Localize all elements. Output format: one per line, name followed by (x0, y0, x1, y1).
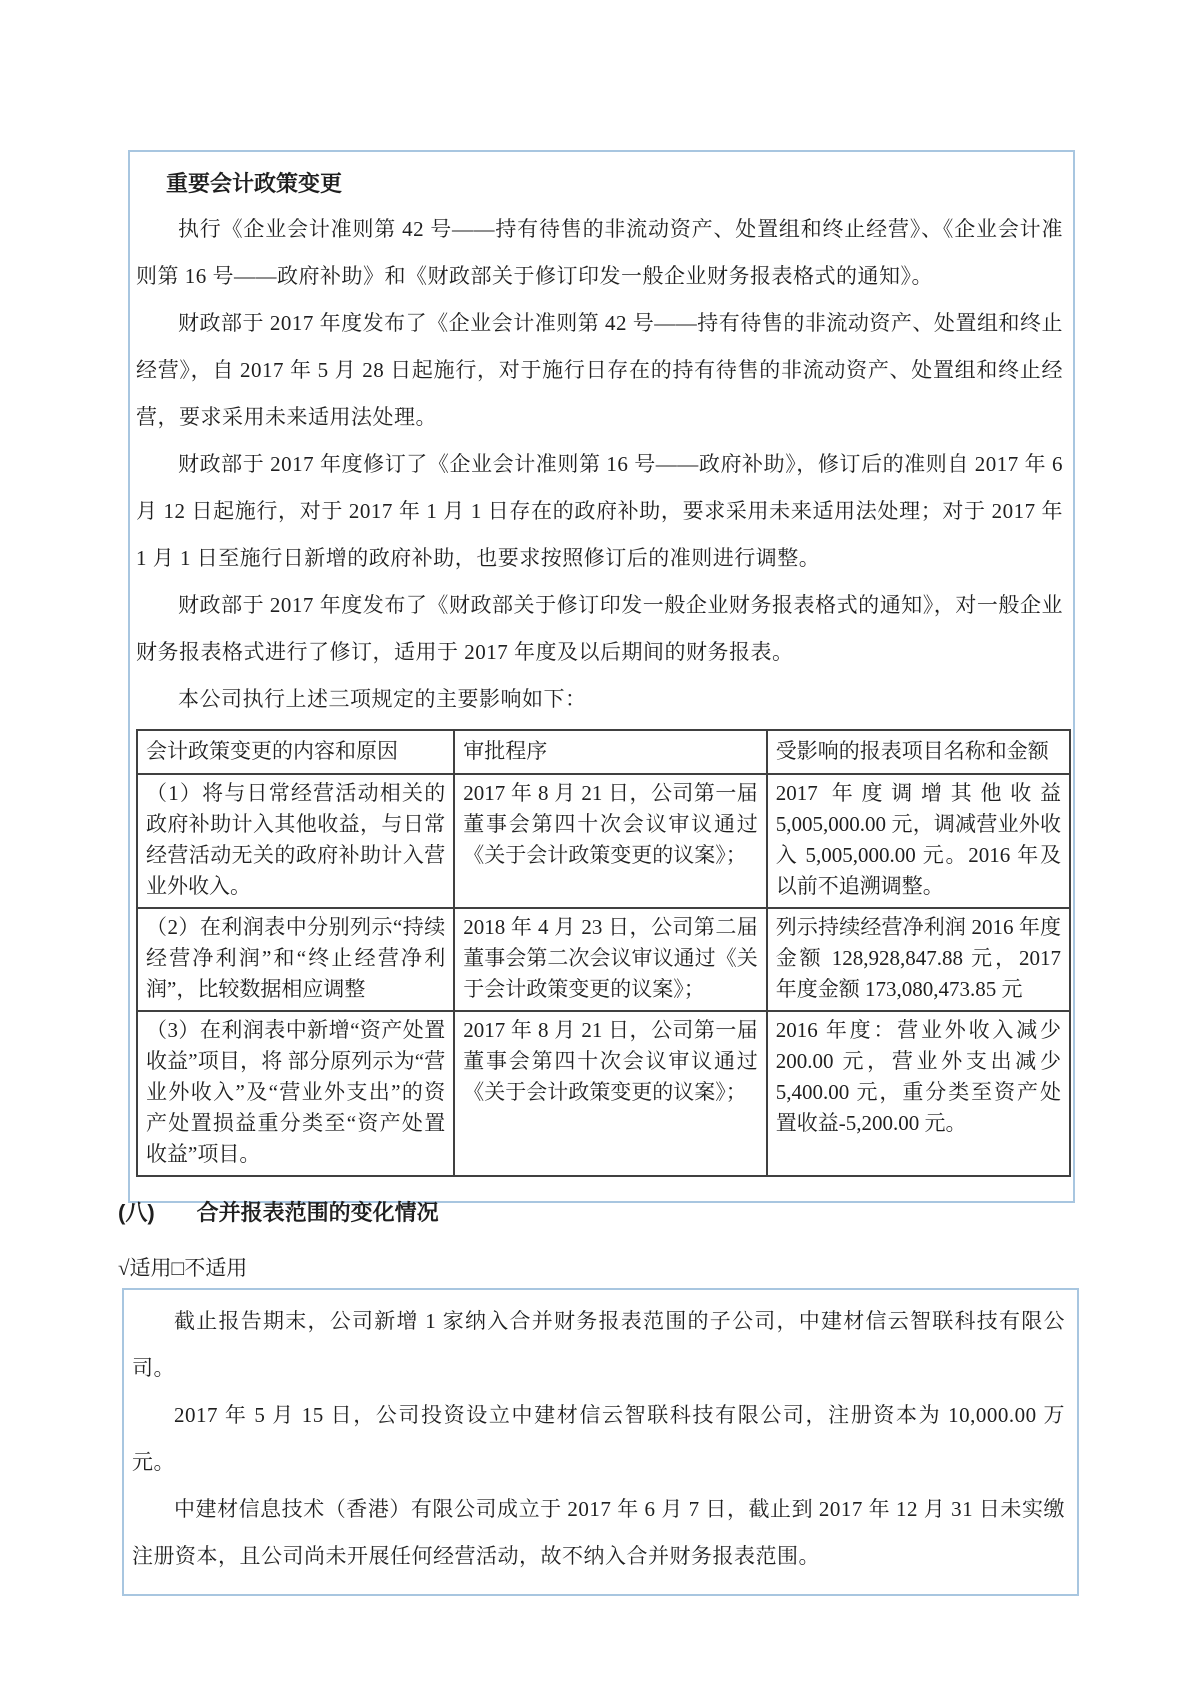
table-row (137, 1011, 1070, 1176)
table-cell: （3）在利润表中新增“资产处置收益”项目，将 部分原列示为“营业外收入”及“营业外支出”的资产处置损益重分类至“资产处置收益”项目。 (137, 1011, 454, 1176)
section-number: (八) (118, 1200, 155, 1225)
section-title: 合并报表范围的变化情况 (196, 1200, 439, 1225)
scope-paragraph: 中建材信息技术（香港）有限公司成立于 2017 年 6 月 7 日，截止到 2017 年 12 月 31 日未实缴注册资本，且公司尚未开展任何经营活动，故不纳入合并财务报表范围。 (132, 1497, 1065, 1568)
table-cell: （2）在利润表中分别列示“持续经营净利润”和“终止经营净利润”，比较数据相应调整 (137, 908, 454, 1011)
consolidation-scope-box (122, 1288, 1079, 1596)
table-cell: 2017 年度调增其他收益 5,005,000.00 元，调减营业外收入 5,005,000.00 元。2016 年及以前不追溯调整。 (767, 774, 1070, 908)
table-cell: 2017 年 8 月 21 日，公司第一届董事会第四十次会议审议通过《关于会计政策变更的议案》； (454, 774, 767, 908)
table-row (137, 774, 1070, 908)
policy-paragraph: 财政部于 2017 年度修订了《企业会计准则第 16 号——政府补助》，修订后的准则自 2017 年 6 月 12 日起施行，对于 2017 年 1 月 1 日存在的政府补助，要求采用未来适用法处理；对于 2017 年 1 月 1 日至施行日新增的政府补助，也要求按照修订后的准则进行调整。 (136, 452, 1063, 570)
table-header-cell: 审批程序 (454, 730, 767, 774)
table-row (137, 908, 1070, 1011)
table-cell: 2016 年度：营业外收入减少 200.00 元，营业外支出减少 5,400.00 元，重分类至资产处置收益-5,200.00 元。 (767, 1011, 1070, 1176)
policy-paragraph: 执行《企业会计准则第 42 号——持有待售的非流动资产、处置组和终止经营》、《企业会计准则第 16 号——政府补助》和《财政部关于修订印发一般企业财务报表格式的通知》。 (136, 217, 1063, 288)
table-header-cell: 受影响的报表项目名称和金额 (767, 730, 1070, 774)
table-cell: 2018 年 4 月 23 日，公司第二届董事会第二次会议审议通过《关于会计政策变更的议案》； (454, 908, 767, 1011)
table-cell: 列示持续经营净利润 2016 年度金额 128,928,847.88 元，2017 年度金额 173,080,473.85 元 (767, 908, 1070, 1011)
policy-change-box (128, 150, 1075, 1203)
policy-paragraph: 财政部于 2017 年度发布了《企业会计准则第 42 号——持有待售的非流动资产、处置组和终止经营》，自 2017 年 5 月 28 日起施行，对于施行日存在的持有待售的非流动资产、处置组和终止经营，要求采用未来适用法处理。 (136, 311, 1063, 429)
table-cell: （1）将与日常经营活动相关的政府补助计入其他收益，与日常经营活动无关的政府补助计入营业外收入。 (137, 774, 454, 908)
table-body (137, 774, 1070, 1176)
applicability-line: √适用□不适用 (118, 1256, 248, 1280)
table-header-row (137, 730, 1070, 774)
policy-change-table (136, 729, 1071, 1177)
table-cell: 2017 年 8 月 21 日，公司第一届董事会第四十次会议审议通过《关于会计政策变更的议案》； (454, 1011, 767, 1176)
policy-paragraph: 本公司执行上述三项规定的主要影响如下： (178, 687, 587, 711)
policy-paragraphs (136, 206, 1063, 723)
policy-paragraph: 财政部于 2017 年度发布了《财政部关于修订印发一般企业财务报表格式的通知》，对一般企业财务报表格式进行了修订，适用于 2017 年度及以后期间的财务报表。 (136, 593, 1063, 664)
scope-paragraph: 截止报告期末，公司新增 1 家纳入合并财务报表范围的子公司，中建材信云智联科技有限公司。 (132, 1309, 1065, 1380)
scope-paragraph: 2017 年 5 月 15 日，公司投资设立中建材信云智联科技有限公司，注册资本为 10,000.00 万元。 (132, 1403, 1065, 1474)
section-heading (118, 1196, 439, 1227)
table-header-cell: 会计政策变更的内容和原因 (137, 730, 454, 774)
policy-box-title: 重要会计政策变更 (166, 171, 343, 196)
